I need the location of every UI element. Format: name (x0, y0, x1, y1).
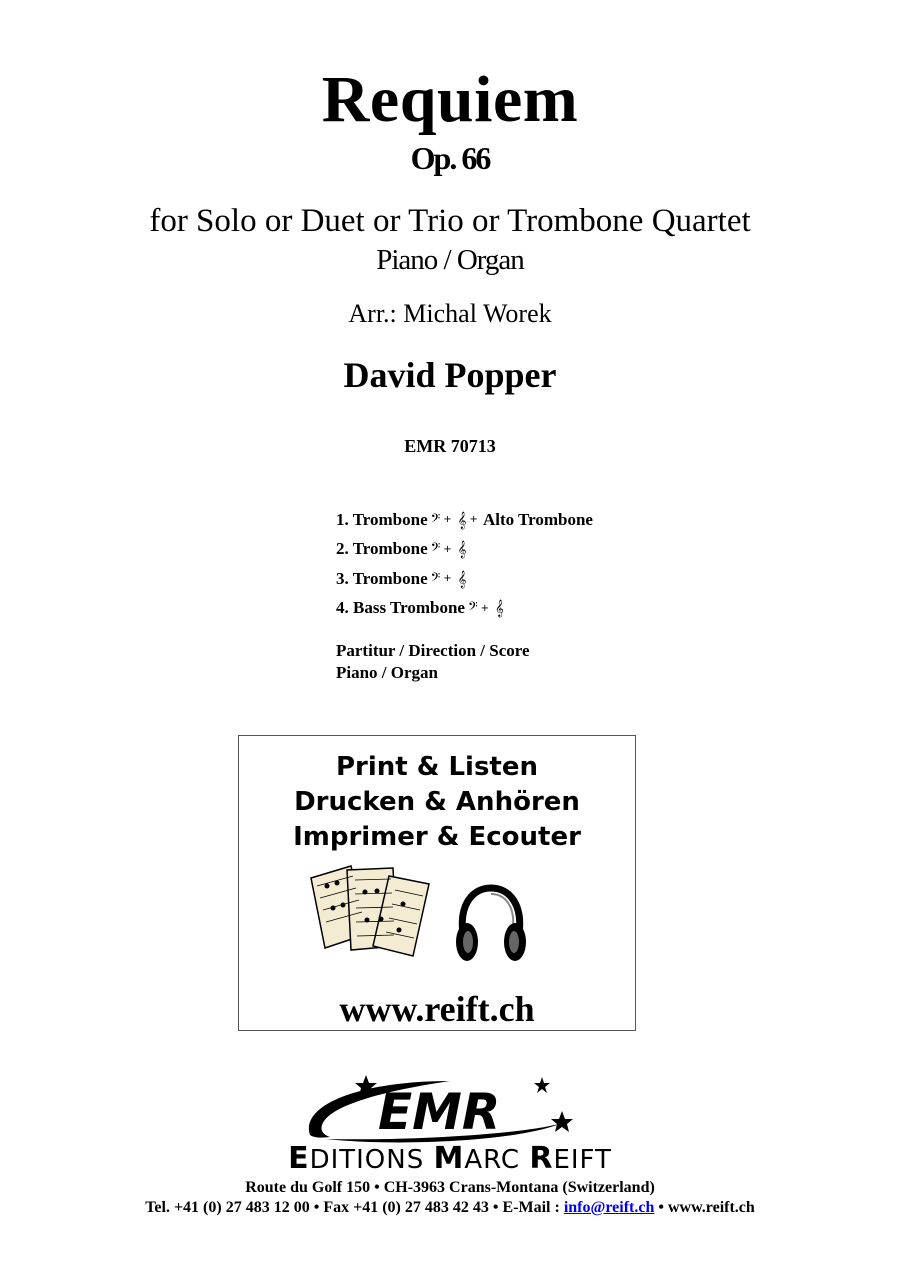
plus-sign: + (443, 573, 452, 585)
plus-sign: + (443, 514, 452, 526)
accompaniment: Piano / Organ (376, 244, 524, 276)
separator: • (492, 1199, 503, 1216)
catalog-number: EMR 70713 (404, 436, 496, 456)
promo-line: Print & Listen (335, 752, 539, 782)
logo-rest: EIFT (553, 1145, 612, 1175)
logo-rest: DITIONS (309, 1145, 434, 1175)
star-icon (551, 1111, 573, 1132)
part-label: 4. Bass Trombone (336, 598, 465, 618)
editions-list (336, 640, 530, 684)
subtitle: for Solo or Duet or Trio or Trombone Quartet (149, 203, 751, 239)
bass-clef-icon: 𝄢 (430, 569, 441, 588)
part-label: 1. Trombone (336, 509, 428, 529)
edition-item: Partitur / Direction / Score (336, 641, 530, 660)
fax-number: Fax +41 (0) 27 483 42 43 (323, 1199, 489, 1216)
promo-line: Imprimer & Ecouter (293, 822, 581, 852)
bass-clef-icon: 𝄢 (430, 540, 441, 559)
treble-clef-icon: 𝄞 (457, 510, 467, 529)
parts-list (336, 505, 593, 623)
logo-cap: M (433, 1141, 465, 1176)
publisher-address: Route du Golf 150 • CH-3963 Crans-Montana (Switzerland) (245, 1179, 655, 1196)
email-label: E-Mail : (502, 1199, 560, 1216)
plus-sign: + (480, 602, 489, 614)
plus-sign: + (469, 514, 478, 526)
logo-mark: EMR (378, 1083, 501, 1141)
plus-sign: + (443, 543, 452, 555)
opus-number: Op. 66 (410, 140, 490, 176)
website[interactable]: www.reift.ch (668, 1199, 755, 1216)
bass-clef-icon: 𝄢 (430, 510, 441, 529)
emr-logo (300, 1075, 590, 1145)
promo-url[interactable]: www.reift.ch (339, 989, 535, 1029)
arranger: Arr.: Michal Worek (348, 299, 552, 328)
logo-rest: ARC (464, 1145, 530, 1175)
part-extra: Alto Trombone (482, 509, 593, 529)
email-link[interactable]: info@reift.ch (563, 1199, 655, 1216)
title: Requiem (321, 63, 579, 136)
phone-number: Tel. +41 (0) 27 483 12 00 (145, 1199, 310, 1216)
logo-cap: E (288, 1141, 310, 1176)
separator: • (313, 1199, 324, 1216)
edition-item: Piano / Organ (336, 663, 439, 682)
logo-wordmark (0, 1141, 900, 1176)
treble-clef-icon: 𝄞 (457, 569, 467, 588)
publisher-contacts (0, 1199, 900, 1217)
part-label: 3. Trombone (336, 568, 428, 588)
promo-line: Drucken & Anhören (294, 787, 580, 817)
print-listen-box (238, 735, 636, 1031)
part-label: 2. Trombone (336, 539, 428, 559)
sheet-music-icon (307, 864, 443, 960)
bass-clef-icon: 𝄢 (467, 599, 478, 618)
treble-clef-icon: 𝄞 (457, 540, 467, 559)
part-item (336, 594, 593, 624)
headphones-icon (453, 884, 529, 968)
treble-clef-icon: 𝄞 (495, 599, 504, 618)
logo-cap: R (529, 1141, 554, 1176)
star-icon (534, 1077, 550, 1093)
part-item (336, 564, 593, 594)
part-item (336, 505, 593, 535)
separator: • (658, 1199, 668, 1216)
part-item (336, 535, 593, 565)
composer: David Popper (343, 355, 557, 395)
